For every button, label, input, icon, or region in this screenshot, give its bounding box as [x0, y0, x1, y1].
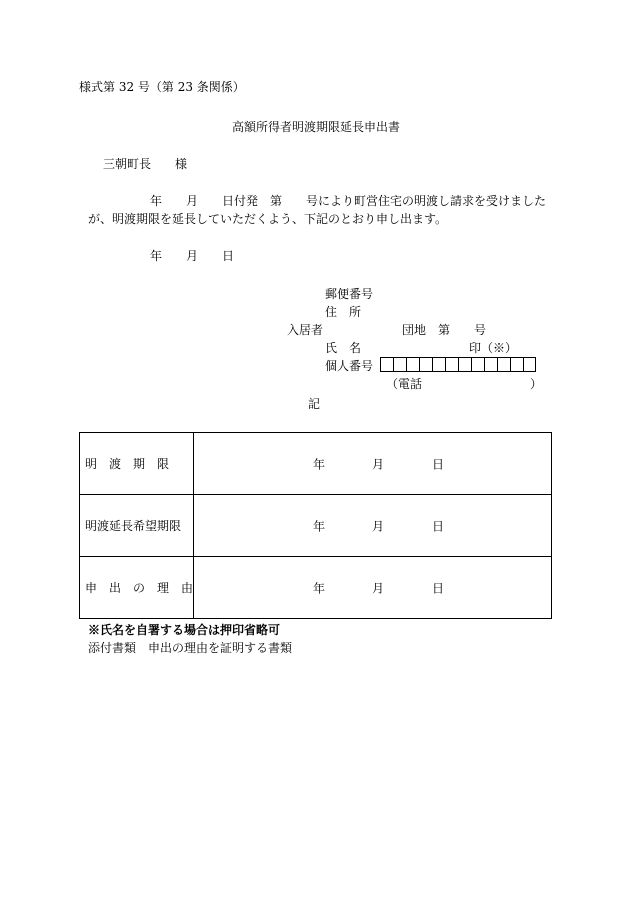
year-label: 年 [313, 581, 326, 595]
addressee: 三朝町長 様 [103, 157, 188, 171]
danchi-label: 団地 第 号 [402, 323, 487, 337]
row-label: 申 出 の 理 由 [80, 557, 194, 619]
intro-line-1: 年 月 日付発 第 号により町営住宅の明渡し請求を受けました [150, 194, 547, 208]
day-label: 日 [432, 581, 445, 595]
seal-label: 印（※） [469, 341, 518, 355]
individual-number-digit-box[interactable] [523, 357, 536, 372]
request-table [79, 432, 552, 619]
date-entry-cell[interactable] [194, 433, 552, 495]
individual-number-digit-box[interactable] [458, 357, 471, 372]
year-label: 年 [313, 457, 326, 471]
row-label: 明渡延長希望期限 [80, 495, 194, 557]
row-label: 明 渡 期 限 [80, 433, 194, 495]
note: ※氏名を自署する場合は押印省略可 [88, 623, 281, 637]
month-label: 月 [372, 457, 385, 471]
individual-number-digit-box[interactable] [432, 357, 445, 372]
year-label: 年 [313, 519, 326, 533]
address-label: 住 所 [325, 305, 362, 319]
individual-number-digit-box[interactable] [497, 357, 510, 372]
individual-number-label: 個人番号 [325, 359, 374, 373]
individual-number-boxes[interactable] [380, 357, 536, 372]
day-label: 日 [432, 457, 445, 471]
individual-number-digit-box[interactable] [419, 357, 432, 372]
individual-number-digit-box[interactable] [406, 357, 419, 372]
individual-number-digit-box[interactable] [445, 357, 458, 372]
postal-code-label: 郵便番号 [325, 287, 374, 301]
individual-number-digit-box[interactable] [510, 357, 523, 372]
phone-label: （電話 ） [386, 377, 543, 391]
ki-label: 記 [308, 397, 321, 411]
intro-line-2: が、明渡期限を延長していただくよう、下記のとおり申し出ます。 [88, 212, 448, 226]
form-number: 様式第 32 号（第 23 条関係） [79, 80, 245, 94]
individual-number-digit-box[interactable] [393, 357, 406, 372]
resident-label: 入居者 [287, 323, 324, 337]
submission-date: 年 月 日 [150, 249, 235, 263]
day-label: 日 [432, 519, 445, 533]
individual-number-digit-box[interactable] [380, 357, 393, 372]
table-row [80, 557, 552, 619]
table-row [80, 433, 552, 495]
attachment-note: 添付書類 申出の理由を証明する書類 [88, 641, 293, 655]
month-label: 月 [372, 519, 385, 533]
name-label: 氏 名 [325, 341, 362, 355]
date-entry-cell[interactable] [194, 557, 552, 619]
table-row [80, 495, 552, 557]
individual-number-digit-box[interactable] [484, 357, 497, 372]
document-title: 高額所得者明渡期限延長申出書 [232, 120, 401, 134]
month-label: 月 [372, 581, 385, 595]
date-entry-cell[interactable] [194, 495, 552, 557]
individual-number-digit-box[interactable] [471, 357, 484, 372]
